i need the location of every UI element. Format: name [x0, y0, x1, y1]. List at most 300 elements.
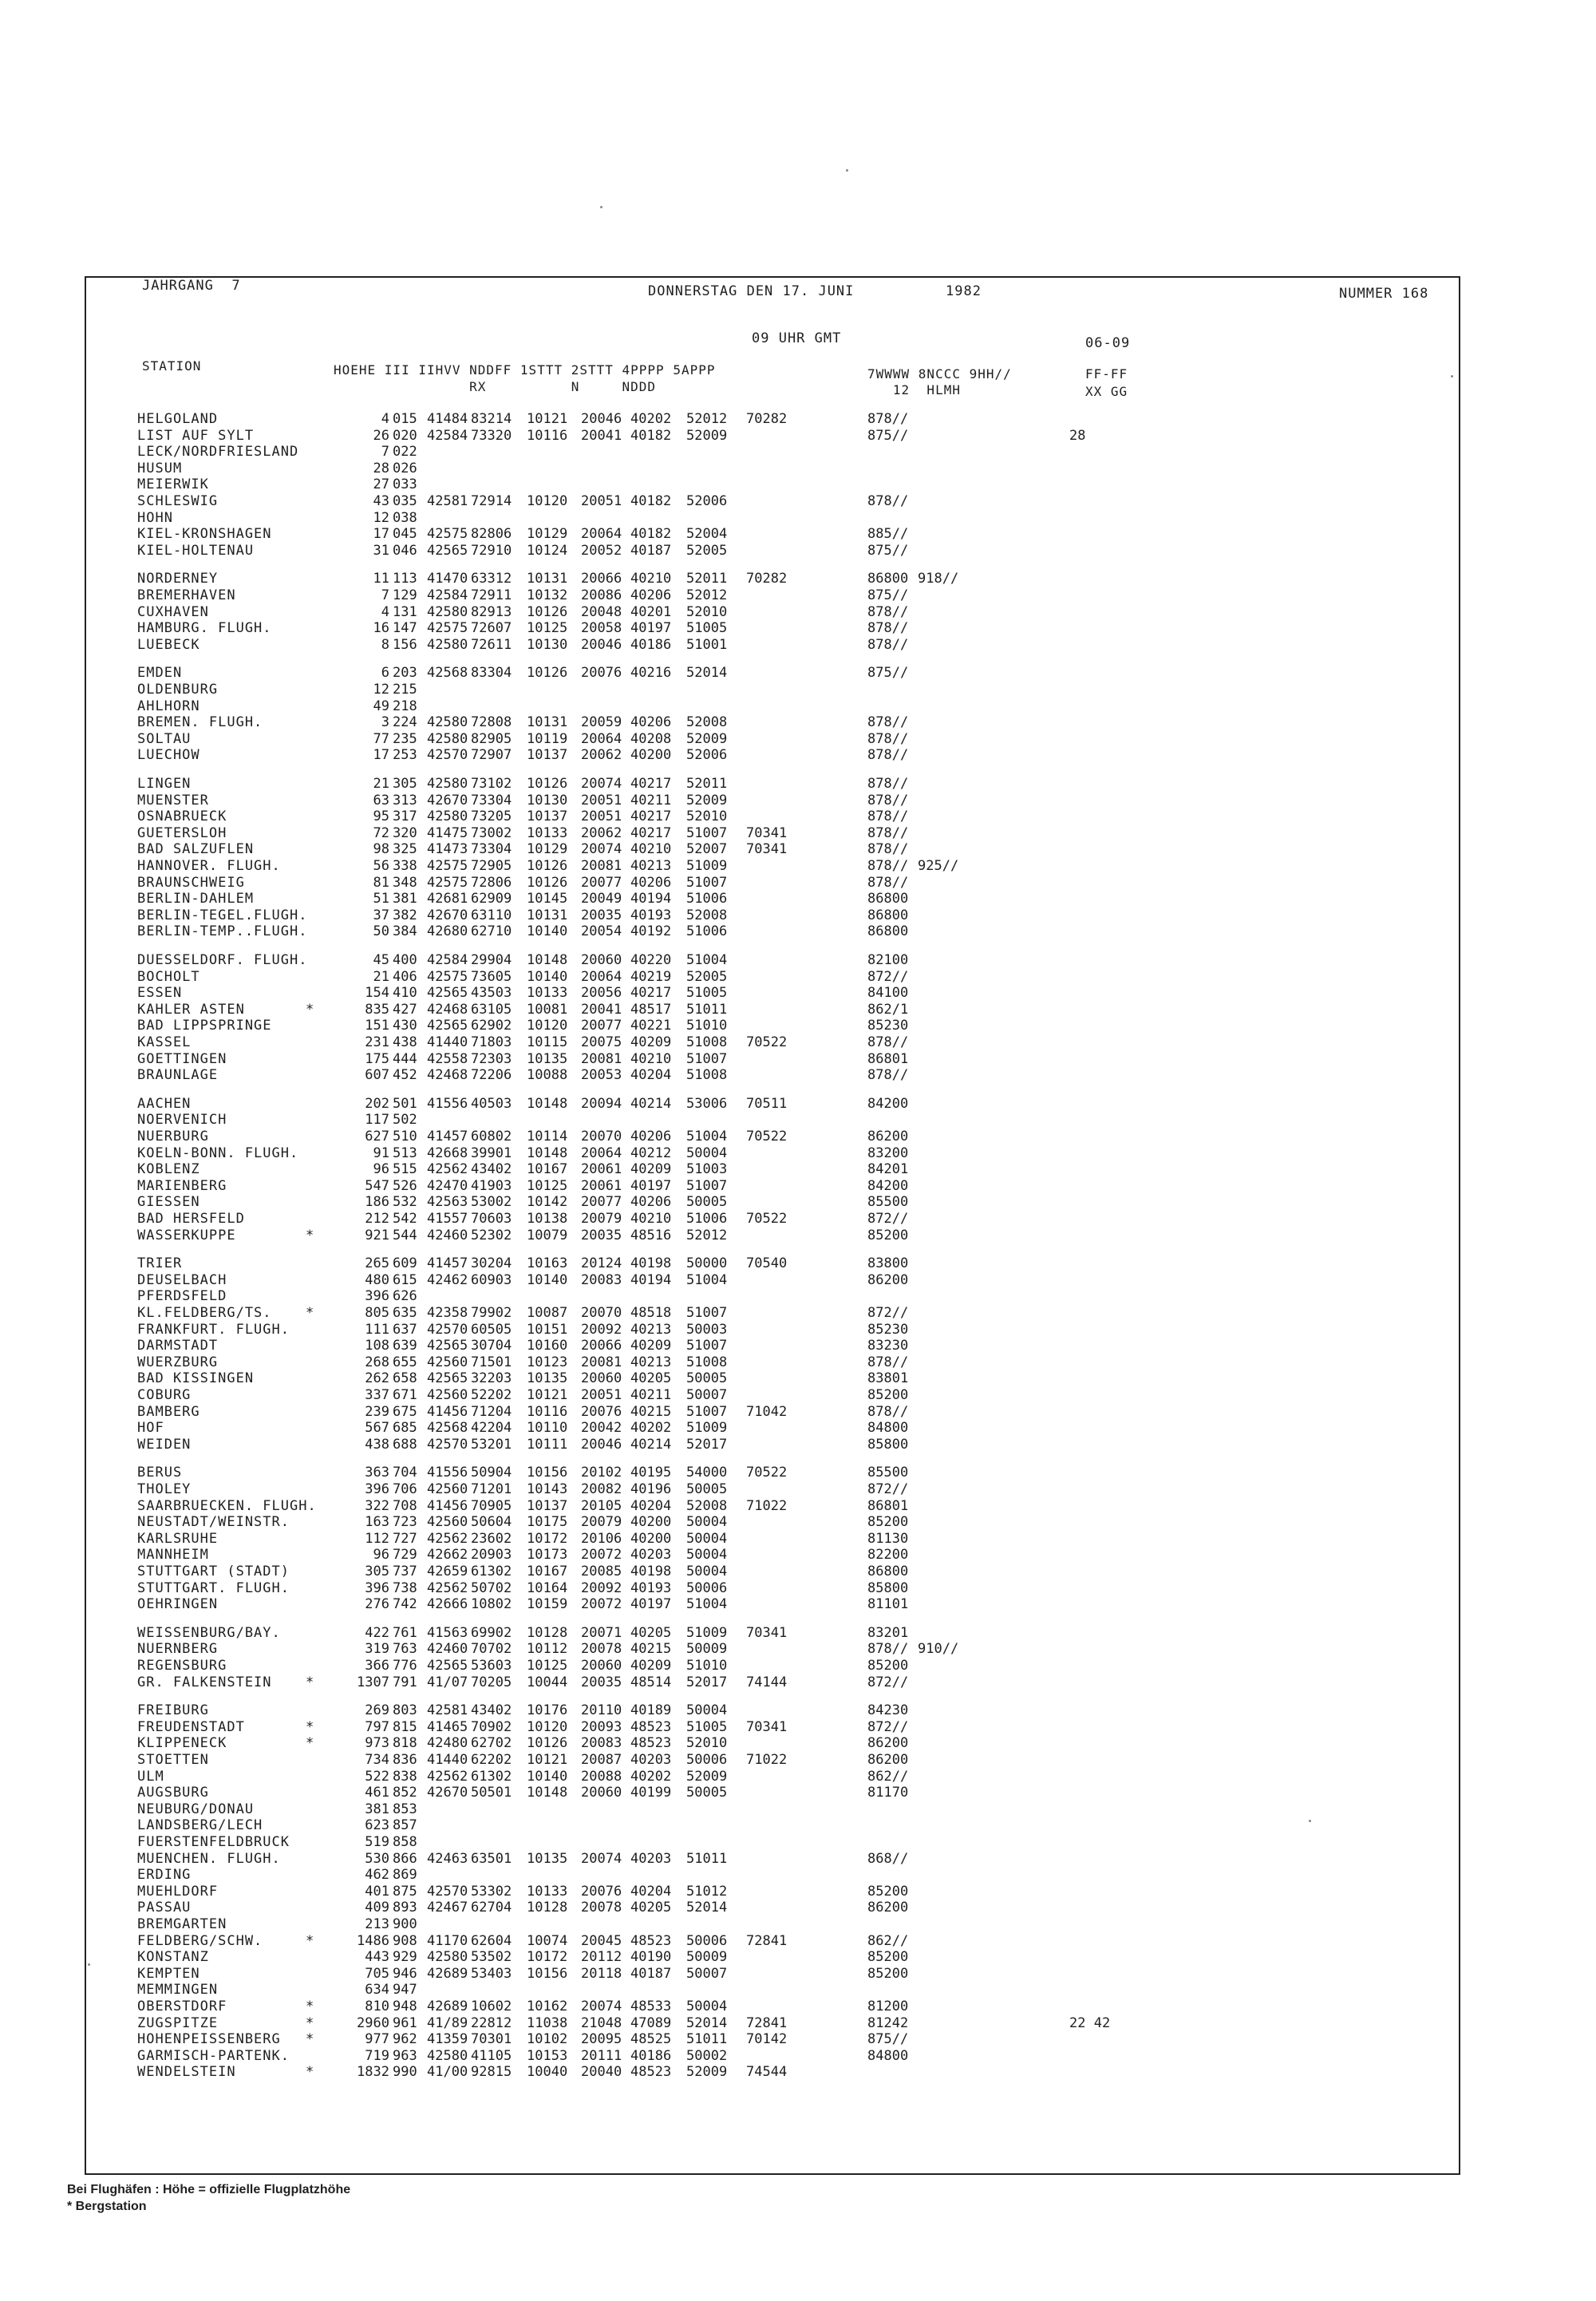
cell-1sttt: 10126 [527, 875, 568, 891]
cell-2sttt: 20092 [581, 1580, 622, 1596]
col-groups-subheader: 12 HLMH [867, 382, 961, 397]
cell-nddff: 70301 [471, 2031, 512, 2047]
station-height: 112 [365, 1531, 389, 1547]
cell-1sttt: 10087 [527, 1305, 568, 1321]
station-index: 033 [393, 476, 417, 492]
cell-iihvv: 41170 [427, 1933, 468, 1949]
cell-4pppp: 40217 [630, 985, 672, 1001]
station-name: OEHRINGEN [137, 1596, 219, 1612]
cell-2sttt: 20062 [581, 825, 622, 841]
cell-4pppp: 40202 [630, 411, 672, 427]
cell-8nccc: 878// [867, 637, 909, 653]
cell-2sttt: 20048 [581, 604, 622, 620]
cell-1sttt: 10116 [527, 428, 568, 444]
cell-7wwww: 70540 [746, 1255, 788, 1271]
cell-nddff: 72303 [471, 1051, 512, 1067]
station-height: 45 [373, 952, 389, 968]
cell-2sttt: 20054 [581, 923, 622, 939]
cell-1sttt: 10126 [527, 604, 568, 620]
station-height: 8 [381, 637, 389, 653]
station-index: 035 [393, 493, 417, 509]
station-index: 026 [393, 461, 417, 476]
station-height: 154 [365, 985, 389, 1001]
station-name: BREMEN. FLUGH. [137, 714, 263, 730]
cell-4pppp: 40212 [630, 1145, 672, 1161]
cell-iihvv: 42580 [427, 637, 468, 653]
cell-5appp: 52010 [686, 604, 728, 620]
cell-iihvv: 42560 [427, 1514, 468, 1530]
station-height: 77 [373, 731, 389, 747]
station-name: COBURG [137, 1387, 192, 1403]
cell-nddff: 50501 [471, 1785, 512, 1801]
station-index: 815 [393, 1719, 417, 1735]
cell-9hh: 910// [918, 1641, 959, 1657]
cell-nddff: 83214 [471, 411, 512, 427]
cell-7wwww: 70282 [746, 411, 788, 427]
cell-nddff: 62202 [471, 1752, 512, 1768]
cell-4pppp: 40200 [630, 1514, 672, 1530]
cell-9hh: 918// [918, 571, 959, 587]
cell-iihvv: 41/89 [427, 2015, 468, 2031]
cell-1sttt: 10148 [527, 1145, 568, 1161]
cell-8nccc: 868// [867, 1851, 909, 1867]
cell-5appp: 52011 [686, 571, 728, 587]
cell-1sttt: 10176 [527, 1702, 568, 1718]
station-height: 12 [373, 682, 389, 698]
cell-1sttt: 10114 [527, 1129, 568, 1145]
col-ff-subheader: XX GG [1085, 384, 1128, 399]
station-name: WENDELSTEIN [137, 2064, 236, 2080]
cell-5appp: 50004 [686, 1564, 728, 1579]
cell-nddff: 20903 [471, 1547, 512, 1563]
cell-nddff: 62704 [471, 1900, 512, 1916]
cell-iihvv: 41484 [427, 411, 468, 427]
cell-7wwww: 70341 [746, 1625, 788, 1641]
cell-9hh: 925// [918, 858, 959, 874]
station-index: 853 [393, 1801, 417, 1817]
cell-1sttt: 10044 [527, 1674, 568, 1690]
cell-5appp: 51011 [686, 1002, 728, 1018]
cell-4pppp: 40217 [630, 825, 672, 841]
mountain-marker: * [306, 2031, 314, 2047]
cell-1sttt: 10111 [527, 1437, 568, 1453]
cell-1sttt: 10079 [527, 1228, 568, 1243]
footnote-airport: Bei Flughäfen : Höhe = offizielle Flugplatzhöhe [67, 2183, 351, 2196]
cell-5appp: 50005 [686, 1370, 728, 1386]
cell-5appp: 51005 [686, 620, 728, 636]
cell-4pppp: 40204 [630, 1067, 672, 1083]
station-height: 797 [365, 1719, 389, 1735]
station-index: 929 [393, 1949, 417, 1965]
station-height: 530 [365, 1851, 389, 1867]
cell-nddff: 82913 [471, 604, 512, 620]
cell-1sttt: 10131 [527, 571, 568, 587]
cell-2sttt: 20049 [581, 891, 622, 907]
station-name: KLIPPENECK [137, 1735, 227, 1751]
cell-1sttt: 10140 [527, 969, 568, 985]
cell-7wwww: 70341 [746, 1719, 788, 1735]
cell-2sttt: 20061 [581, 1161, 622, 1177]
cell-iihvv: 42570 [427, 1437, 468, 1453]
station-index: 400 [393, 952, 417, 968]
cell-2sttt: 20051 [581, 493, 622, 509]
cell-1sttt: 10172 [527, 1531, 568, 1547]
station-name: AHLHORN [137, 698, 200, 714]
cell-iihvv: 41359 [427, 2031, 468, 2047]
cell-4pppp: 40190 [630, 1949, 672, 1965]
cell-iihvv: 42463 [427, 1851, 468, 1867]
station-height: 835 [365, 1002, 389, 1018]
station-index: 708 [393, 1498, 417, 1514]
station-height: 322 [365, 1498, 389, 1514]
cell-nddff: 52302 [471, 1228, 512, 1243]
cell-8nccc: 84800 [867, 2048, 909, 2064]
cell-iihvv: 42563 [427, 1194, 468, 1210]
station-name: KARLSRUHE [137, 1531, 219, 1547]
station-name: NOERVENICH [137, 1112, 227, 1128]
cell-2sttt: 20077 [581, 1194, 622, 1210]
cell-1sttt: 10130 [527, 793, 568, 809]
cell-5appp: 52007 [686, 841, 728, 857]
station-name: TRIER [137, 1255, 183, 1271]
cell-4pppp: 40206 [630, 1194, 672, 1210]
cell-1sttt: 10140 [527, 1272, 568, 1288]
col-ff-header: FF-FF [1085, 366, 1128, 382]
cell-7wwww: 71022 [746, 1498, 788, 1514]
cell-2sttt: 20081 [581, 858, 622, 874]
cell-1sttt: 10121 [527, 1387, 568, 1403]
station-index: 020 [393, 428, 417, 444]
cell-iihvv: 42480 [427, 1735, 468, 1751]
station-height: 96 [373, 1547, 389, 1563]
station-height: 607 [365, 1067, 389, 1083]
cell-nddff: 72806 [471, 875, 512, 891]
cell-5appp: 54000 [686, 1465, 728, 1481]
cell-4pppp: 48523 [630, 1719, 672, 1735]
station-name: KEMPTEN [137, 1966, 200, 1982]
cell-nddff: 73605 [471, 969, 512, 985]
cell-nddff: 50904 [471, 1465, 512, 1481]
cell-5appp: 51007 [686, 1404, 728, 1420]
station-height: 28 [373, 461, 389, 476]
cell-2sttt: 20051 [581, 809, 622, 824]
cell-8nccc: 878// [867, 1354, 909, 1370]
cell-8nccc: 84800 [867, 1420, 909, 1436]
station-index: 022 [393, 444, 417, 460]
cell-nddff: 53002 [471, 1194, 512, 1210]
cell-nddff: 71201 [471, 1481, 512, 1497]
cell-4pppp: 40205 [630, 1625, 672, 1641]
cell-5appp: 50009 [686, 1949, 728, 1965]
cell-1sttt: 10133 [527, 985, 568, 1001]
cell-8nccc: 85200 [867, 1949, 909, 1965]
station-height: 480 [365, 1272, 389, 1288]
station-name: NEUSTADT/WEINSTR. [137, 1514, 290, 1530]
station-name: MANNHEIM [137, 1547, 209, 1563]
station-name: DEUSELBACH [137, 1272, 227, 1288]
mountain-marker: * [306, 1305, 314, 1321]
cell-nddff: 72206 [471, 1067, 512, 1083]
cell-8nccc: 86800 [867, 1564, 909, 1579]
cell-nddff: 72808 [471, 714, 512, 730]
station-name: HANNOVER. FLUGH. [137, 858, 281, 874]
cell-5appp: 52004 [686, 526, 728, 542]
cell-4pppp: 40205 [630, 1900, 672, 1916]
cell-5appp: 52011 [686, 776, 728, 792]
cell-7wwww: 70522 [746, 1034, 788, 1050]
cell-8nccc: 878// [867, 858, 909, 874]
cell-4pppp: 40220 [630, 952, 672, 968]
cell-1sttt: 10140 [527, 923, 568, 939]
station-name: PFERDSFELD [137, 1288, 227, 1304]
cell-iihvv: 42565 [427, 1338, 468, 1354]
cell-iihvv: 42580 [427, 714, 468, 730]
cell-2sttt: 20074 [581, 1999, 622, 2014]
station-name: NORDERNEY [137, 571, 219, 587]
cell-5appp: 51011 [686, 1851, 728, 1867]
cell-2sttt: 20060 [581, 952, 622, 968]
issue-number: NUMMER 168 [1339, 286, 1429, 302]
station-index: 382 [393, 907, 417, 923]
footnote-mountain: * Bergstation [67, 2200, 147, 2213]
cell-2sttt: 20105 [581, 1498, 622, 1514]
cell-iihvv: 42562 [427, 1769, 468, 1785]
station-index: 729 [393, 1547, 417, 1563]
station-height: 396 [365, 1481, 389, 1497]
cell-1sttt: 10131 [527, 714, 568, 730]
cell-5appp: 51010 [686, 1018, 728, 1034]
cell-4pppp: 40215 [630, 1641, 672, 1657]
cell-5appp: 50004 [686, 1702, 728, 1718]
cell-4pppp: 40204 [630, 1884, 672, 1900]
cell-2sttt: 20081 [581, 1051, 622, 1067]
cell-8nccc: 862// [867, 1769, 909, 1785]
station-height: 547 [365, 1178, 389, 1194]
station-index: 313 [393, 793, 417, 809]
station-index: 348 [393, 875, 417, 891]
cell-2sttt: 20078 [581, 1900, 622, 1916]
station-index: 320 [393, 825, 417, 841]
station-name: KASSEL [137, 1034, 192, 1050]
observation-time: 09 UHR GMT [752, 330, 842, 346]
cell-4pppp: 40209 [630, 1034, 672, 1050]
cell-4pppp: 48523 [630, 2064, 672, 2080]
station-name: FREIBURG [137, 1702, 209, 1718]
cell-4pppp: 40186 [630, 2048, 672, 2064]
station-name: LUECHOW [137, 747, 200, 763]
cell-nddff: 72911 [471, 587, 512, 603]
cell-2sttt: 20035 [581, 1228, 622, 1243]
col-groups-header: 7WWWW 8NCCC 9HH// [867, 366, 1012, 382]
cell-1sttt: 10040 [527, 2064, 568, 2080]
cell-nddff: 50604 [471, 1514, 512, 1530]
station-index: 655 [393, 1354, 417, 1370]
station-height: 1832 [357, 2064, 389, 2080]
cell-8nccc: 878// [867, 809, 909, 824]
cell-1sttt: 10121 [527, 411, 568, 427]
cell-4pppp: 40203 [630, 1851, 672, 1867]
cell-iihvv: 42467 [427, 1900, 468, 1916]
cell-nddff: 73304 [471, 841, 512, 857]
cell-nddff: 53603 [471, 1658, 512, 1674]
cell-nddff: 70902 [471, 1719, 512, 1735]
scan-speck [846, 169, 848, 172]
cell-5appp: 52009 [686, 428, 728, 444]
cell-1sttt: 10088 [527, 1067, 568, 1083]
cell-1sttt: 10126 [527, 858, 568, 874]
cell-4pppp: 40182 [630, 428, 672, 444]
cell-iihvv: 42681 [427, 891, 468, 907]
station-height: 973 [365, 1735, 389, 1751]
cell-5appp: 50005 [686, 1194, 728, 1210]
station-height: 519 [365, 1834, 389, 1850]
station-index: 317 [393, 809, 417, 824]
station-name: KAHLER ASTEN [137, 1002, 245, 1018]
cell-iihvv: 42558 [427, 1051, 468, 1067]
station-name: FRANKFURT. FLUGH. [137, 1322, 290, 1338]
cell-iihvv: 42562 [427, 1161, 468, 1177]
cell-1sttt: 10137 [527, 809, 568, 824]
cell-nddff: 10802 [471, 1596, 512, 1612]
cell-nddff: 73320 [471, 428, 512, 444]
station-height: 381 [365, 1801, 389, 1817]
station-name: MEIERWIK [137, 476, 209, 492]
station-height: 72 [373, 825, 389, 841]
cell-iihvv: 42680 [427, 923, 468, 939]
station-index: 675 [393, 1404, 417, 1420]
cell-1sttt: 10120 [527, 1018, 568, 1034]
cell-2sttt: 20064 [581, 731, 622, 747]
cell-8nccc: 81170 [867, 1785, 909, 1801]
cell-2sttt: 20106 [581, 1531, 622, 1547]
cell-2sttt: 20078 [581, 1641, 622, 1657]
cell-2sttt: 20064 [581, 969, 622, 985]
cell-2sttt: 20088 [581, 1769, 622, 1785]
cell-2sttt: 20094 [581, 1096, 622, 1112]
cell-iihvv: 42662 [427, 1547, 468, 1563]
cell-iihvv: 42670 [427, 907, 468, 923]
cell-nddff: 40503 [471, 1096, 512, 1112]
cell-8nccc: 84201 [867, 1161, 909, 1177]
station-index: 948 [393, 1999, 417, 2014]
cell-1sttt: 10120 [527, 493, 568, 509]
station-name: SCHLESWIG [137, 493, 219, 509]
cell-8nccc: 878// [867, 714, 909, 730]
station-index: 671 [393, 1387, 417, 1403]
station-index: 639 [393, 1338, 417, 1354]
cell-5appp: 52014 [686, 2015, 728, 2031]
cell-7wwww: 70142 [746, 2031, 788, 2047]
cell-nddff: 10602 [471, 1999, 512, 2014]
cell-iihvv: 41456 [427, 1498, 468, 1514]
station-index: 430 [393, 1018, 417, 1034]
station-name: MARIENBERG [137, 1178, 227, 1194]
cell-nddff: 53403 [471, 1966, 512, 1982]
station-name: REGENSBURG [137, 1658, 227, 1674]
cell-8nccc: 86800 [867, 907, 909, 923]
cell-5appp: 50007 [686, 1966, 728, 1982]
cell-5appp: 51007 [686, 1305, 728, 1321]
cell-iihvv: 42460 [427, 1641, 468, 1657]
station-index: 803 [393, 1702, 417, 1718]
cell-5appp: 52005 [686, 543, 728, 559]
cell-4pppp: 40213 [630, 1354, 672, 1370]
cell-4pppp: 40216 [630, 665, 672, 681]
cell-7wwww: 71042 [746, 1404, 788, 1420]
station-name: NUERNBERG [137, 1641, 219, 1657]
cell-nddff: 60505 [471, 1322, 512, 1338]
station-height: 202 [365, 1096, 389, 1112]
cell-2sttt: 20093 [581, 1719, 622, 1735]
station-height: 409 [365, 1900, 389, 1916]
cell-nddff: 62702 [471, 1735, 512, 1751]
cell-2sttt: 20077 [581, 1018, 622, 1034]
station-height: 623 [365, 1817, 389, 1833]
station-height: 4 [381, 604, 389, 620]
cell-8nccc: 878// [867, 825, 909, 841]
cell-1sttt: 10135 [527, 1370, 568, 1386]
cell-iihvv: 41556 [427, 1465, 468, 1481]
station-index: 113 [393, 571, 417, 587]
station-height: 51 [373, 891, 389, 907]
station-index: 338 [393, 858, 417, 874]
cell-nddff: 22812 [471, 2015, 512, 2031]
station-index: 791 [393, 1674, 417, 1690]
cell-8nccc: 85200 [867, 1658, 909, 1674]
station-height: 1307 [357, 1674, 389, 1690]
station-index: 510 [393, 1129, 417, 1145]
cell-8nccc: 862// [867, 1933, 909, 1949]
cell-nddff: 30204 [471, 1255, 512, 1271]
station-index: 235 [393, 731, 417, 747]
station-name: EMDEN [137, 665, 183, 681]
cell-8nccc: 872// [867, 1305, 909, 1321]
cell-5appp: 52008 [686, 907, 728, 923]
cell-2sttt: 20045 [581, 1933, 622, 1949]
cell-iihvv: 42570 [427, 1884, 468, 1900]
cell-nddff: 79902 [471, 1305, 512, 1321]
cell-2sttt: 20061 [581, 1178, 622, 1194]
cell-2sttt: 20040 [581, 2064, 622, 2080]
cell-4pppp: 40194 [630, 1272, 672, 1288]
cell-8nccc: 878// [867, 493, 909, 509]
cell-5appp: 52009 [686, 2064, 728, 2080]
station-index: 875 [393, 1884, 417, 1900]
cell-2sttt: 20072 [581, 1547, 622, 1563]
station-index: 038 [393, 510, 417, 526]
cell-2sttt: 20051 [581, 793, 622, 809]
mountain-marker: * [306, 1735, 314, 1751]
cell-nddff: 71204 [471, 1404, 512, 1420]
cell-nddff: 72611 [471, 637, 512, 653]
cell-5appp: 50004 [686, 1531, 728, 1547]
cell-iihvv: 42568 [427, 1420, 468, 1436]
cell-5appp: 51006 [686, 891, 728, 907]
station-height: 50 [373, 923, 389, 939]
station-name: KIEL-KRONSHAGEN [137, 526, 272, 542]
station-name: LINGEN [137, 776, 192, 792]
cell-2sttt: 20079 [581, 1514, 622, 1530]
cell-nddff: 39901 [471, 1145, 512, 1161]
cell-8nccc: 878// [867, 731, 909, 747]
station-height: 213 [365, 1916, 389, 1932]
cell-5appp: 52017 [686, 1674, 728, 1690]
cell-nddff: 30704 [471, 1338, 512, 1354]
cell-5appp: 52010 [686, 809, 728, 824]
station-index: 637 [393, 1322, 417, 1338]
station-index: 685 [393, 1420, 417, 1436]
station-height: 2960 [357, 2015, 389, 2031]
